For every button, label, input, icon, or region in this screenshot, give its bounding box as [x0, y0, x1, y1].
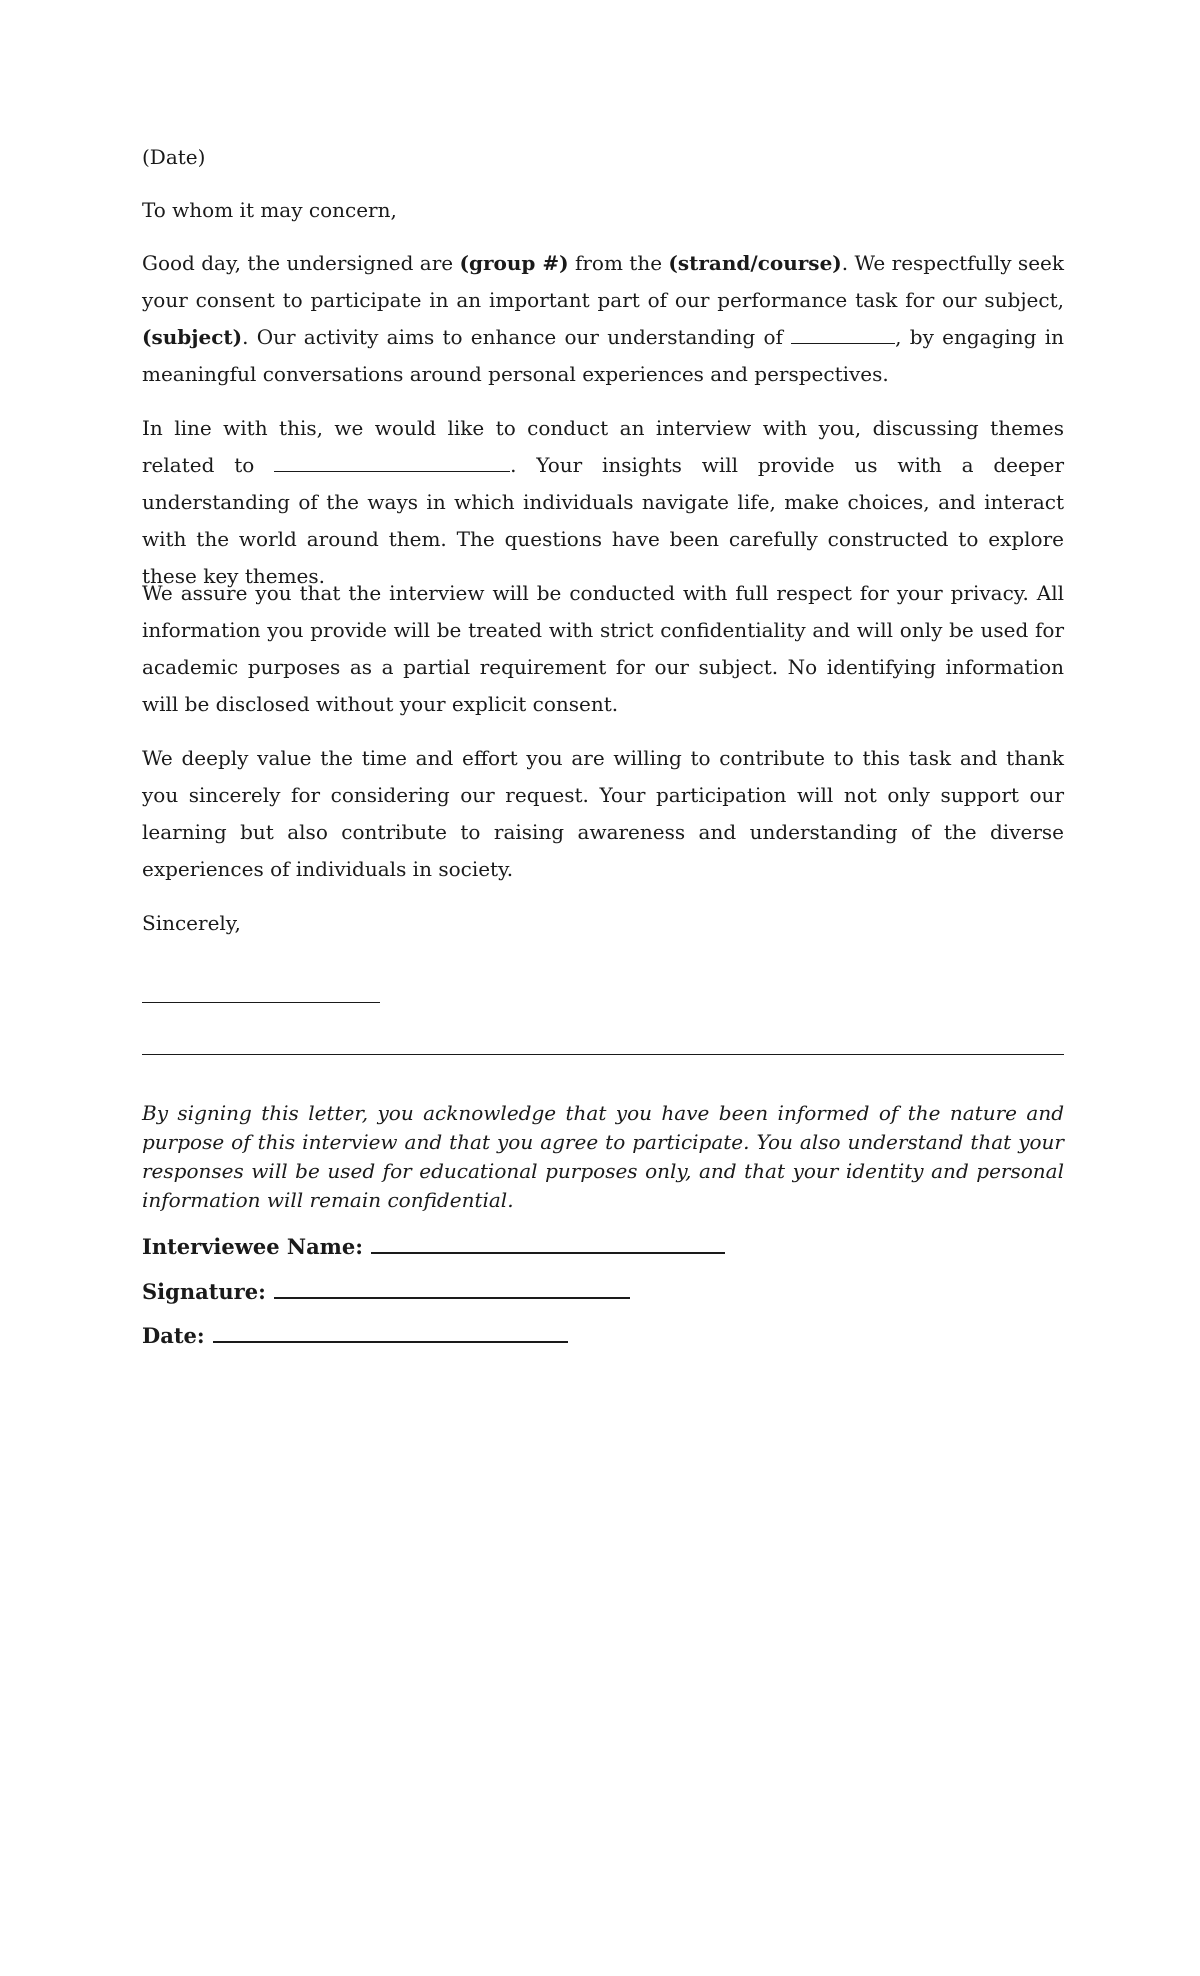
signature-label: Signature: — [142, 1279, 266, 1304]
signature-field — [142, 1273, 630, 1307]
themes-blank — [274, 449, 510, 472]
interviewee-name-label: Interviewee Name: — [142, 1234, 364, 1259]
subject-placeholder: (subject) — [142, 325, 243, 349]
date-placeholder: (Date) — [142, 145, 206, 169]
paragraph-privacy: We assure you that the interview will be conducted with full respect for your privacy. All information you provide will be treated with strict confidentiality and will only be used for academic purposes as a partial requirement for our subject. No identifying information will be disclosed without your explicit consent. — [142, 581, 1064, 716]
paragraph-intro: Good day, the undersigned are (group #) from the (strand/course). We respectfully seek your consent to participate in an important part of our performance task for our subject, (subject). Our activity aims to enhance our understanding of , by engaging in meaningful conversations around personal experiences and perspectives. — [142, 251, 1064, 386]
paragraph-interview: In line with this, we would like to conduct an interview with you, discussing themes related to . Your insights will provide us with a deeper understanding of the ways in which individuals navigate life, make choices, and interact with the world around them. The questions have been carefully constructed to explore these key themes. — [142, 416, 1065, 588]
date-field — [142, 1317, 568, 1351]
section-divider — [142, 1054, 1064, 1055]
salutation: To whom it may concern, — [142, 198, 397, 222]
topic-blank — [791, 321, 895, 344]
sender-signature-line — [142, 1002, 380, 1003]
interviewee-name-line[interactable] — [371, 1228, 725, 1254]
acknowledgement-note: By signing this letter, you acknowledge that you have been informed of the nature and purpose of this interview and that you agree to participate. You also understand that your responses will be used for educational purposes only, and that your identity and personal information will remain confidential. — [142, 1101, 1064, 1212]
group-placeholder: (group #) — [459, 251, 569, 275]
date-label: Date: — [142, 1323, 205, 1348]
strand-placeholder: (strand/course) — [668, 251, 842, 275]
signature-line[interactable] — [274, 1273, 630, 1299]
interviewee-name-field — [142, 1228, 725, 1262]
date-line[interactable] — [213, 1317, 568, 1343]
closing: Sincerely, — [142, 911, 241, 935]
paragraph-thanks: We deeply value the time and effort you are willing to contribute to this task and thank you sincerely for considering our request. Your participation will not only support our learning but also contribute to raising awareness and understanding of the diverse experiences of individuals in society. — [142, 746, 1064, 881]
